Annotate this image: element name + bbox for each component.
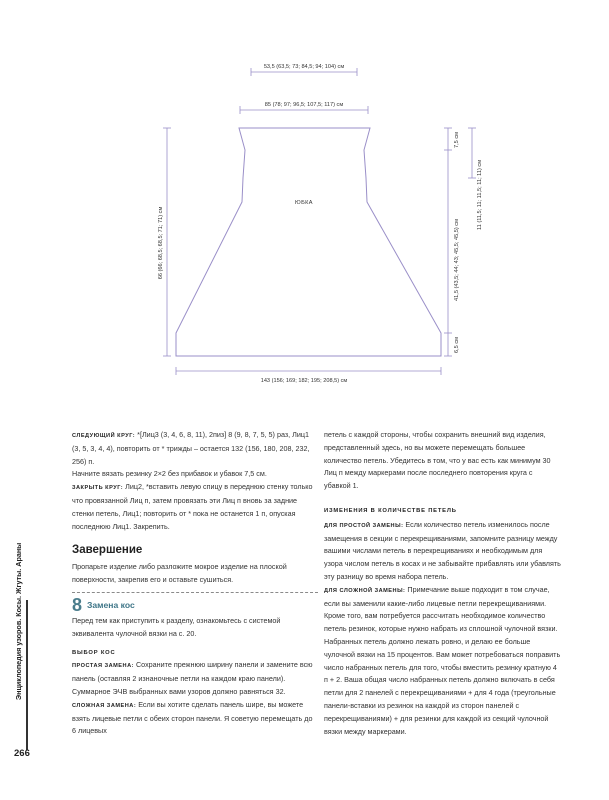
lead-simple-swap: ПРОСТАЯ ЗАМЕНА: (72, 663, 134, 670)
finishing-text: Пропарьте изделие либо разложите мокрое изделие на плоской поверхности, закрепив его и оставьте сушиться. (72, 562, 287, 585)
lead-complex-change: ДЛЯ СЛОЖНОЙ ЗАМЕНЫ: (324, 587, 406, 594)
text-complex-swap: Если вы хотите сделать панель шире, вы можете взять лицевые петли с обеих сторон панели. Я советую перемещать до 6 лицевых (72, 699, 313, 736)
dimension-bottom (176, 367, 441, 375)
lead-complex-swap: СЛОЖНАЯ ЗАМЕНА: (72, 702, 137, 709)
lead-close-round: ЗАКРЫТЬ КРУГ: (72, 485, 124, 492)
cable-swap-intro: Перед тем как приступить к разделу, ознакомьтесь с системой эквивалента чулочной вязки на с. 20. (72, 615, 281, 638)
left-column (72, 429, 318, 738)
paragraph-continued: петель с каждой стороны, чтобы сохранить внешний вид изделия, представленный здесь, но вы можете перемещать большее количество петель. Убедитесь в том, что у вас есть как минимум 30 Лиц п между маркерами после последнего повторения круга с убавкой 1. (324, 430, 551, 491)
text-simple-change: Если количество петель изменилось после замещения в секции с перекрещиваниями, запомните разницу между вашими числами петель в перекрещиваниях и необходимым для узора числом петель в косах и не забывайте прибавлять или убавлять эту разницу во время набора петель. (324, 519, 561, 581)
right-bottom-label: 6,5 см (454, 337, 460, 353)
side-rule (26, 600, 28, 750)
paragraph-complex-swap (72, 699, 318, 738)
book-title-tab: Энциклопедия узоров. Косы. Жгуты. Араны (14, 542, 23, 700)
skirt-label: ЮБКА (295, 200, 313, 206)
stitch-changes-heading: ИЗМЕНЕНИЯ В КОЛИЧЕСТВЕ ПЕТЕЛЬ (324, 507, 457, 514)
finishing-heading: Завершение (72, 544, 143, 557)
cable-swap-title: Замена кос (87, 599, 135, 610)
dimension-right (444, 128, 476, 356)
text-complex-change: Примечание выше подходит в том случае, если вы заменили какие-либо лицевые петли перекрещиваниями. Кроме того, вам потребуется рассчитать необходимое количество петель резинок, которые нужно набрать из сплошной чулочной вязки. Набранных петель должно лежать ровно, и делаю ее больше чулочной вязки на 15 процентов. Вам может потребоваться поправить число набранных петель для того, чтобы вместить резинку кратную 4 п + 2. Ваша общая число набранных петель должно включать в себя петли для 2 панелей с перекрещиваниями + для 4 года (треугольные панели-вставки из резинок на каждой из сторон панелей с перекрещиваниями) + для резинки для каждой из секций чулочной вязки между маркерами. (324, 584, 561, 736)
paragraph-simple-change (324, 519, 561, 584)
left-height-label: 66 (66; 68,5; 68,5; 71; 71) см (158, 206, 164, 280)
text-next-round: *[Лиц3 (3, 4, 6, 8, 11), 2пиз] 8 (9, 8, 7, 5, 5) раз, Лиц1 (3, 5, 3, 4, 4), повторить от * трижды – остается 132 (156, 180, 208, 232, 256) п. (72, 430, 310, 466)
paragraph-complex-change (324, 584, 561, 739)
choice-heading: ВЫБОР КОС (72, 649, 116, 656)
bottom-width-label: 143 (156; 169; 182; 195; 208,5) см (260, 378, 348, 384)
lead-simple-change: ДЛЯ ПРОСТОЙ ЗАМЕНЫ: (324, 522, 404, 529)
lead-next-round: СЛЕДУЮЩИЙ КРУГ: (72, 433, 136, 439)
top-width-label: 53,5 (63,5; 73; 84,5; 94; 104) см (263, 64, 345, 70)
paragraph-simple-swap (72, 659, 318, 698)
cable-icon: 8 (72, 594, 83, 615)
section-divider (72, 592, 318, 593)
right-column (324, 429, 561, 738)
cable-swap-header (72, 594, 318, 615)
text-simple-swap: Сохраните прежнюю ширину панели и замените всю панель (оставляя 2 изнаночные петли на каждом краю панели). Суммарное ЭЧВ выбранных вами узоров должно равняться 32. (72, 660, 313, 696)
paragraph-next-round (72, 429, 318, 468)
right-top-label: 7,5 см (454, 132, 460, 148)
right-full-label: 11 (11,5; 11; 11,5; 11; 11) см (477, 159, 483, 231)
right-mid-label: 41,5 (43,5; 44; 43; 45,5; 45,5) см (454, 219, 460, 301)
paragraph-rib: Начните вязать резинку 2×2 без прибавок и убавок 7,5 см. (72, 469, 267, 479)
text-close-round: Лиц2, *вставить левую спицу в переднюю стенку только что провязанной Лиц п, затем провязать эти Лиц п вновь за задние стенки петель, Лиц1; повторить от * пока не останется 1 п, опуская последнюю Лиц1. Закрепить. (72, 482, 313, 531)
yoke-width-label: 85 (78; 97; 96,5; 107,5; 117) см (264, 102, 344, 108)
page-number: 266 (14, 748, 30, 759)
skirt-outline (176, 128, 441, 356)
paragraph-close-round (72, 481, 318, 533)
dimension-left-height (163, 128, 171, 356)
